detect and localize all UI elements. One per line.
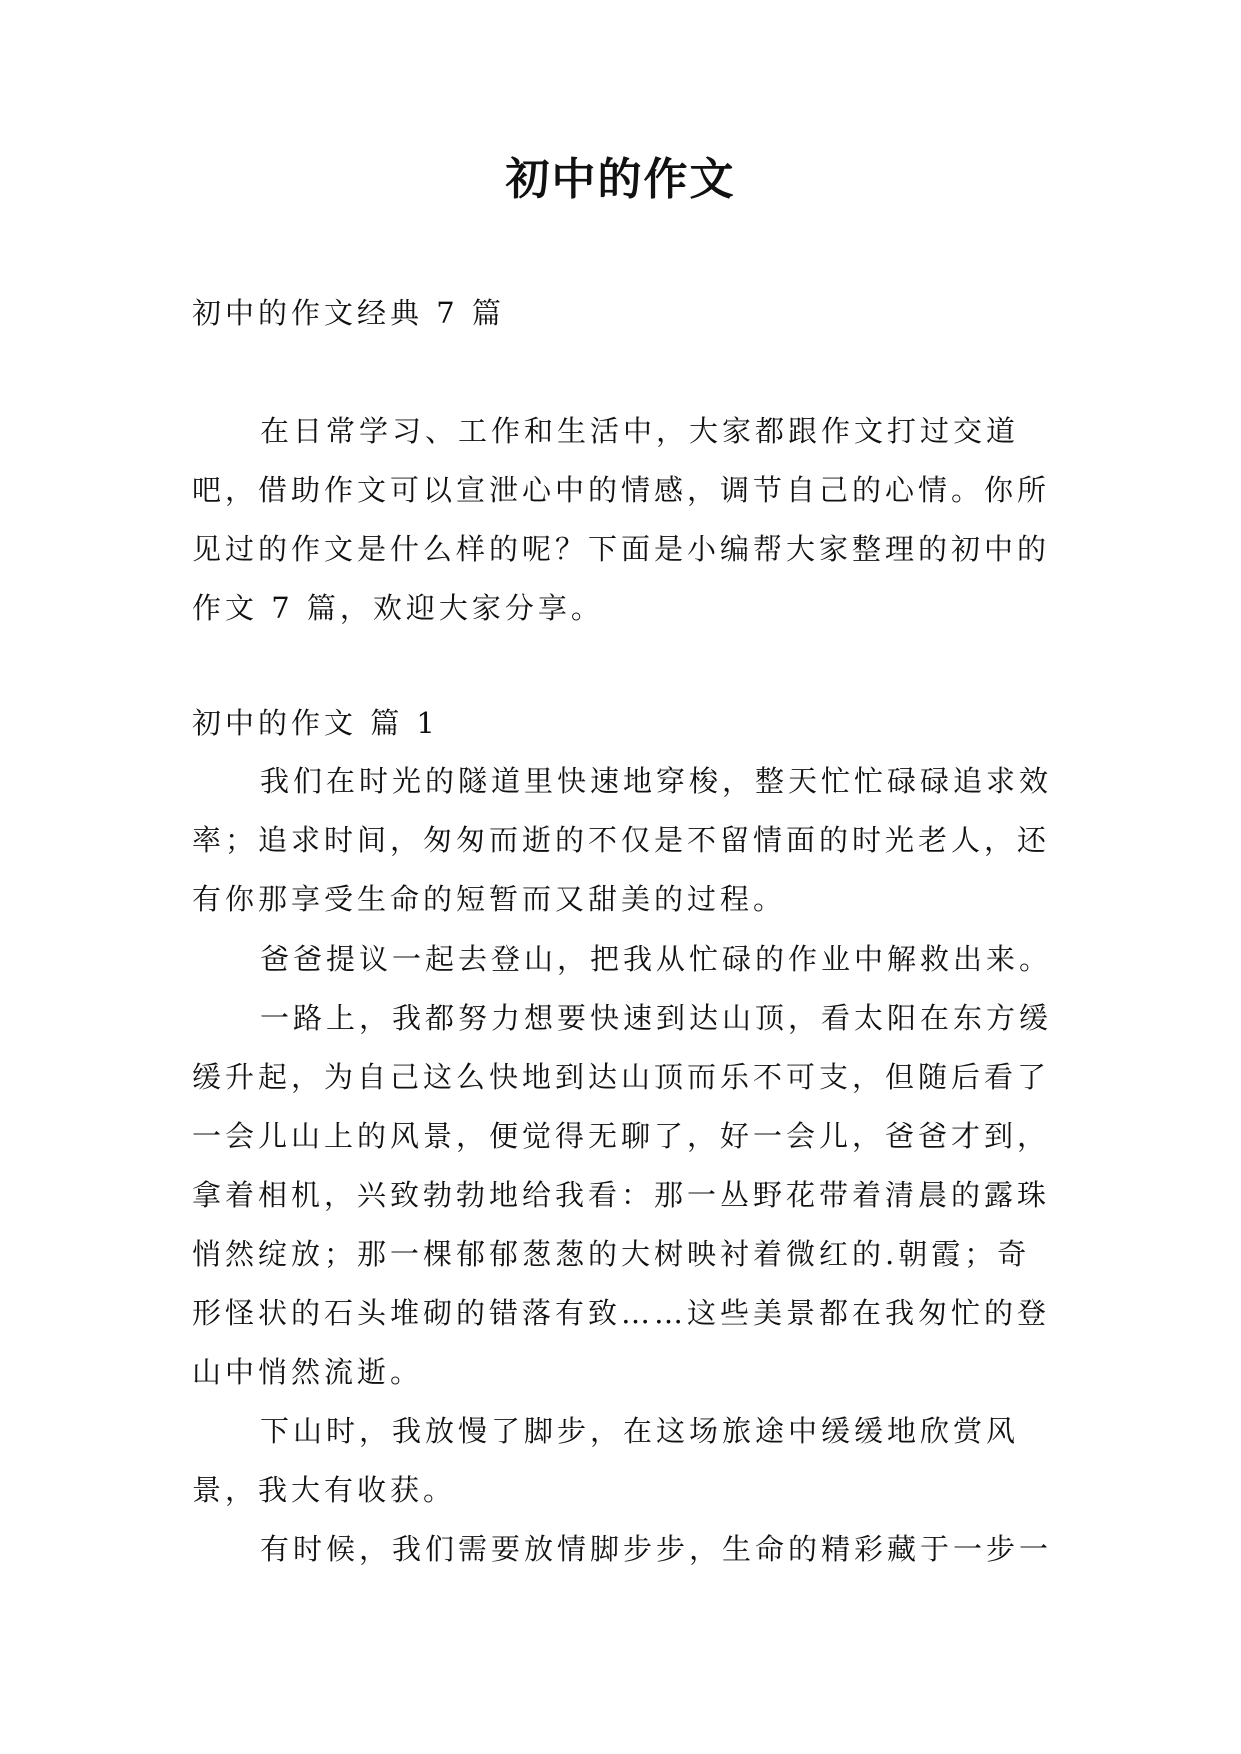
intro-paragraph: 在日常学习、工作和生活中，大家都跟作文打过交道吧，借助作文可以宣泄心中的情感，调节自己的心情。你所见过的作文是什么样的呢？下面是小编帮大家整理的初中的作文 7 篇，欢迎大家分享。	[192, 414, 1051, 625]
paragraph: 我们在时光的隧道里快速地穿梭，整天忙忙碌碌追求效率；追求时间，匆匆而逝的不仅是不留情面的时光老人，还有你那享受生命的短暂而又甜美的过程。	[192, 764, 1053, 916]
paragraph: 爸爸提议一起去登山，把我从忙碌的作业中解救出来。	[260, 942, 1053, 976]
document-subtitle: 初中的作文经典 7 篇	[192, 296, 505, 330]
section-heading: 初中的作文 篇 1	[192, 706, 439, 740]
paragraph: 下山时，我放慢了脚步，在这场旅途中缓缓地欣赏风景，我大有收获。	[192, 1414, 1020, 1507]
paragraph: 有时候，我们需要放情脚步步，生命的精彩藏于一步一	[260, 1532, 1053, 1566]
document-title: 初中的作文	[505, 154, 736, 205]
paragraph: 一路上，我都努力想要快速到达山顶，看太阳在东方缓缓升起，为自己这么快地到达山顶而乐不可支，但随后看了一会儿山上的风景，便觉得无聊了，好一会儿，爸爸才到，拿着相机，兴致勃勃地给我看：那一丛野花带着清晨的露珠悄然绽放；那一棵郁郁葱葱的大树映衬着微红的.朝霞；奇形怪状的石头堆砌的错落有致……这些美景都在我匆忙的登山中悄然流逝。	[192, 1001, 1053, 1389]
